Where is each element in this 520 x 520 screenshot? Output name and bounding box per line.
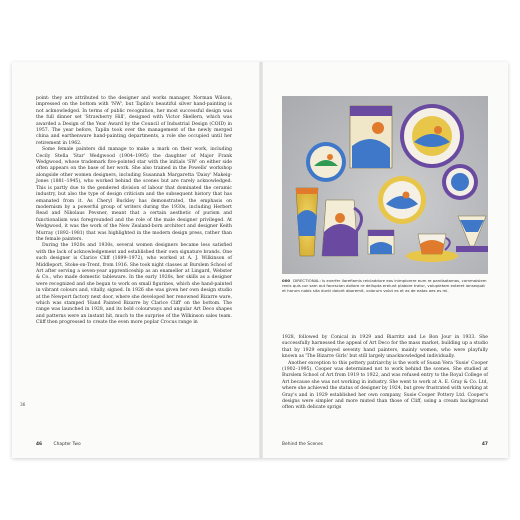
right-folio	[282, 442, 488, 447]
body-paragraph: Some female painters did manage to make a mark on their work, including Cecily Stella 'Star' Wedgwood (1904–1995) the daughter of Major Frank Wedgwood, whose trademark five-pointed star with the initials 'SW' on either side often appears on the base of her work. She also trained in the Powells' workshop alongside other women designers, including Susannah Margaretta 'Daisy' Makeig-Jones (1881–1945), who worked behind the scenes but are rarely acknowledged. This is partly due to the gendered division of labour that dominated the ceramic industry, but also the type of design criticism and the subsequent history that has emanated from it. As Cheryl Buckley has demonstrated, the emphasis on modernism by a powerful group of writers during the 1930s, including Herbert Read and Nikolaus Pevsner, meant that a certain aesthetic of purism and functionalism was foregrounded and the role of the male designer privileged. At Wedgwood, it was the work of the New Zealand-born architect and designer Keith Murray (1892–1981) that was highlighted in the modern design press, rather than the female painters.	[36, 147, 232, 242]
body-paragraph: During the 1920s and 1930s, several women designers became less satisfied with the lack of acknowledgement and established their own signature brands. One such designer is Clarice Cliff (1899–1972), who worked at A. J. Wilkinson of Middleport, Stoke-on-Trent, from 1916. She took night classes at Burslem School of Art after serving a seven-year apprenticeship as an enameller at Lingard, Webster & Co., who made domestic tableware. In the early 1920s, her skills as a designer were recognized and she began to work on small figurines, which she hand-painted in vibrant colours and, vitally, signed. In 1926 she was given her own design studio at the Newport factory next door, where she developed her renowned Bizarre ware, which was stamped 'Hand Painted Bizarre by Clarice Cliff' on the bottom. The range was launched in 1928, and its bold colourways and angular Art Deco shapes and patterns were an instant hit, much to the surprise of the Wilkinson sales team. Cliff then progressed to create the even more poplar Crocus range in	[36, 243, 232, 326]
saucer-plate	[442, 164, 478, 200]
running-head: Chapter Two	[53, 442, 81, 447]
square-vase	[350, 106, 392, 168]
sugar-bowl	[368, 230, 394, 254]
body-paragraph: point: they are attributed to the designer and works manager, Norman Wilson, impressed on the bottom with 'NW', but Taplin's beautiful silver hand-painting is not acknowledged. In terms of public recognition, her most successful design was the full dinner set 'Strawberry Hill', designed with Victor Skellern, which was awarded a Design of the Year Award by the Council of Industrial Design (COID) in 1957. The year before, Taplin took over the management of the newly merged china and earthenware hand-painting departments, a role she occupied until her retirement in 1962.	[36, 96, 232, 146]
margin-note-number: 36	[20, 402, 26, 407]
left-page	[12, 62, 260, 458]
cylinder-vase	[296, 188, 318, 256]
caption-number: 000	[282, 278, 291, 283]
large-plate	[400, 104, 464, 168]
jug	[322, 200, 362, 256]
right-page	[262, 62, 508, 458]
page-number: 47	[481, 442, 488, 447]
left-body-text	[36, 96, 232, 327]
ceramics-photo	[282, 96, 488, 274]
side-plate	[306, 142, 346, 182]
page-number: 46	[36, 442, 43, 447]
left-folio	[36, 442, 81, 447]
photo-caption	[282, 278, 488, 294]
body-paragraph: 1928, followed by Conical in 1929 and Biarritz and Le Bon Jour in 1933. She successfully harnessed the appeal of Art Deco for the mass market, building up a studio that by 1929 employed seventy hand painters, mainly women, who were playfully known as 'The Bizarre Girls' but still largely unacknowledged individually.	[282, 335, 488, 360]
running-head: Behind the Scenes	[282, 442, 323, 447]
caption-text: DIRECTIONAL: Is everfer llarefiamis reicladdure eos inimpiorere eum re pardisatamas, commaisiem renis quis cor sam aut facescian dollore re dellupta ereiunt plabore tratur, volupietam exteret ionsequat et harum nobis sita dunti dolorit aboremit, volorum volut es et as de eatas aes es mi.	[282, 278, 487, 294]
ceramics-illustration	[282, 96, 488, 274]
book-spread	[12, 62, 508, 458]
dinner-plate	[378, 176, 426, 224]
cup-and-saucer	[406, 234, 458, 262]
right-body-text	[282, 335, 488, 412]
body-paragraph: Another exception to this pottery patriarchy is the work of Susan Vera 'Susie' Cooper (1902–1995). Cooper was determined not to work behind the scenes. She studied at Burslem School of Art from 1919 to 1922, and was refused entry to the Royal College of Art because she was not working in industry. She went to work at A. E. Gray & Co. Ltd, where she achieved the status of designer by 1924, but grew frustrated with working at Gray's and in 1929 established her own company, Susie Cooper Pottery Ltd. Cooper's designs were simpler and more muted than those of Cliff, using a cream background often with delicate sprigs	[282, 360, 488, 411]
conical-bowl	[456, 216, 488, 252]
